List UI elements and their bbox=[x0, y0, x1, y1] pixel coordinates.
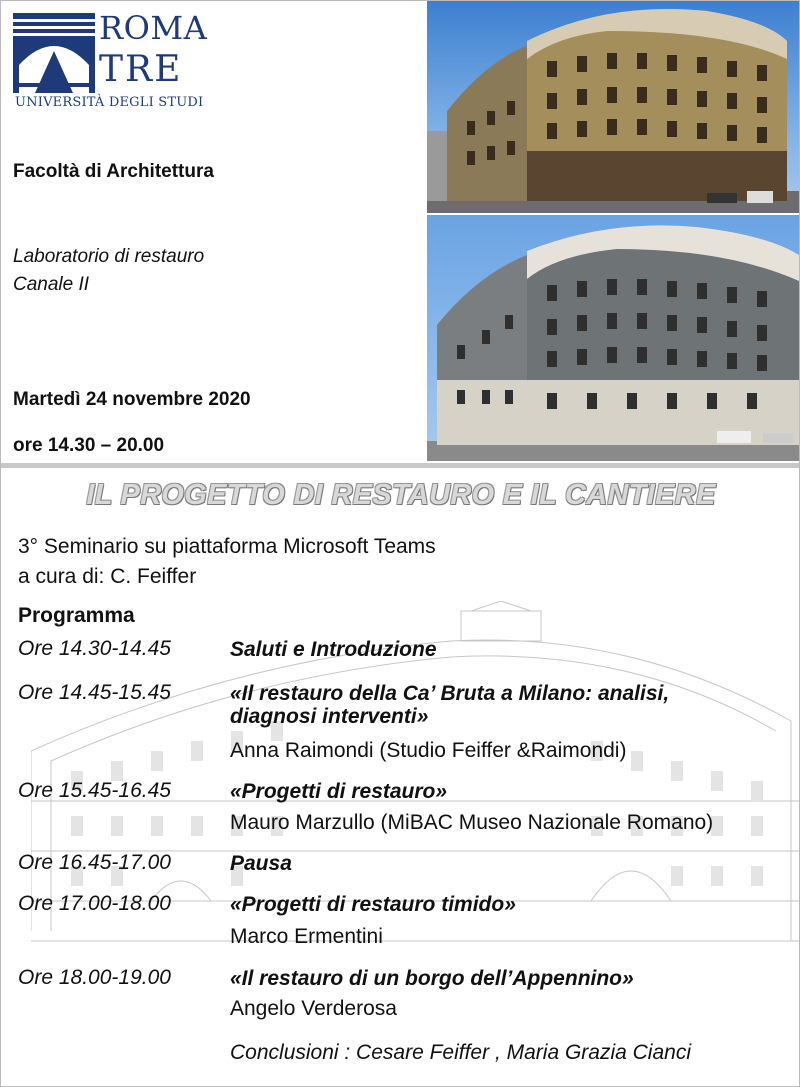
section-divider bbox=[1, 463, 800, 468]
program-title: «Progetti di restauro» bbox=[230, 780, 448, 803]
program-time: Ore 14.30-14.45 bbox=[18, 637, 171, 660]
building-photo-after bbox=[427, 215, 799, 461]
program-speaker: Marco Ermentini bbox=[230, 925, 383, 948]
roma-tre-emblem-icon bbox=[13, 13, 95, 93]
seminar-curator: a cura di: C. Feiffer bbox=[18, 565, 197, 588]
program-speaker: Angelo Verderosa bbox=[230, 997, 397, 1020]
program-speaker: Anna Raimondi (Studio Feiffer &Raimondi) bbox=[230, 739, 627, 762]
program-time: Ore 17.00-18.00 bbox=[18, 892, 171, 915]
roma-tre-logo bbox=[13, 11, 213, 113]
program-speaker: Mauro Marzullo (MiBAC Museo Nazionale Romano) bbox=[230, 811, 714, 834]
program-title: «Il restauro della Ca’ Bruta a Milano: analisi, bbox=[230, 682, 670, 705]
program-title: Pausa bbox=[230, 852, 292, 875]
lab-channel: Canale II bbox=[13, 274, 90, 295]
seminar-title: IL PROGETTO DI RESTAURO E IL CANTIERE bbox=[86, 479, 716, 511]
lab-name: Laboratorio di restauro bbox=[13, 246, 205, 267]
program-heading: Programma bbox=[18, 604, 135, 627]
program-time: Ore 16.45-17.00 bbox=[18, 851, 171, 874]
program-title: diagnosi interventi» bbox=[230, 705, 429, 728]
logo-university: UNIVERSITÀ DEGLI STUDI bbox=[15, 95, 204, 110]
logo-tre: TRE bbox=[99, 49, 183, 90]
program-title: Saluti e Introduzione bbox=[230, 638, 437, 661]
program-time: Ore 15.45-16.45 bbox=[18, 779, 171, 802]
faculty-name: Facoltà di Architettura bbox=[13, 161, 214, 182]
event-date: Martedì 24 novembre 2020 bbox=[13, 389, 251, 410]
program-conclusion: Conclusioni : Cesare Feiffer , Maria Grazia Cianci bbox=[230, 1041, 691, 1064]
program-title: «Progetti di restauro timido» bbox=[230, 893, 516, 916]
program-time: Ore 14.45-15.45 bbox=[18, 681, 171, 704]
program-time: Ore 18.00-19.00 bbox=[18, 966, 171, 989]
logo-roma: ROMA bbox=[99, 9, 208, 47]
seminar-platform: 3° Seminario su piattaforma Microsoft Teams bbox=[18, 535, 436, 558]
program-title: «Il restauro di un borgo dell’Appennino» bbox=[230, 967, 634, 990]
building-photo-before bbox=[427, 1, 799, 213]
event-hours: ore 14.30 – 20.00 bbox=[13, 435, 165, 456]
